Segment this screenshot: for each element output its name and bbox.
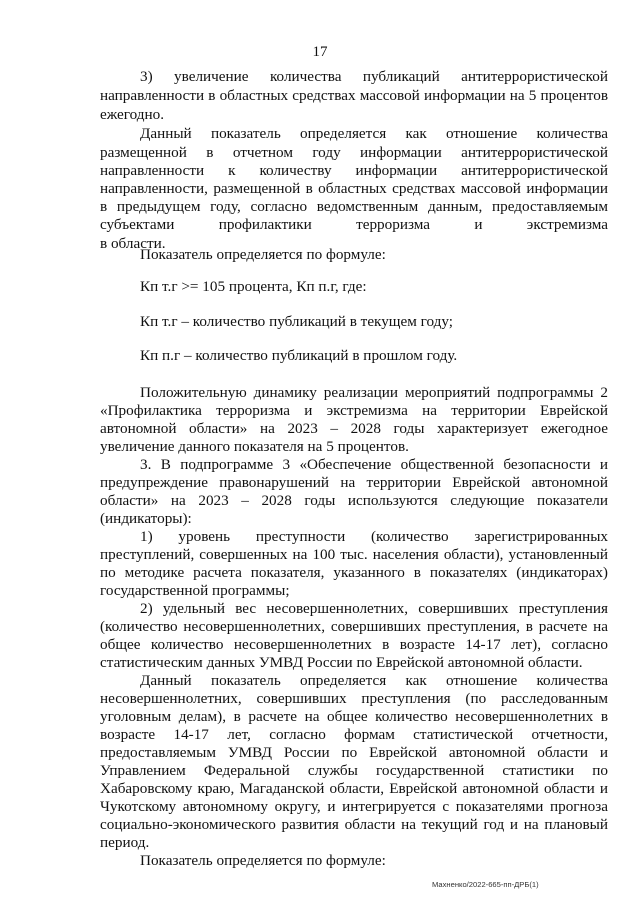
text-line: предоставляемым УМВД России по Еврейской автономной области и [100,744,608,761]
text-line: Данный показатель определяется как отношение количества [140,125,608,142]
text-line: Данный показатель определяется как отношение количества [140,672,608,689]
text-line: направленности к количеству информации антитеррористической [100,162,608,179]
text-line: субъектами профилактики терроризма и экстремизма [100,216,608,233]
text-line: государственной программы; [100,582,290,599]
text-line: ежегодно. [100,106,165,123]
text-line: Управлением Федеральной службы государственной статистики по [100,762,608,779]
text-line: период. [100,834,150,851]
text-line: уголовным делам), в расчете на общее количество несовершеннолетних в [100,708,608,725]
text-line: предупреждение правонарушений на территории Еврейской автономной [100,474,608,491]
text-line: общее количество несовершеннолетних в возрасте 14-17 лет), согласно [100,636,608,653]
text-line: области» на 2023 – 2028 годы используются следующие показатели [100,492,608,509]
text-line: размещенной в отчетном году информации антитеррористической [100,144,608,161]
text-line: преступлений, совершенных на 100 тыс. населения области), установленный [100,546,608,563]
text-line: Показатель определяется по формуле: [140,246,386,263]
document-code: Махненко/2022-665-пп-ДРБ(1) [432,880,539,889]
page-number: 17 [312,44,328,60]
text-line: Положительную динамику реализации мероприятий подпрограммы 2 [140,384,608,401]
text-line: Чукотскому автономному округу, и интегрируется с показателями прогноза [100,798,608,815]
text-line: по методике расчета показателя, указанного в показателях (индикаторах) [100,564,608,581]
text-line: увеличение данного показателя на 5 процентов. [100,438,409,455]
text-line: Хабаровскому краю, Магаданской области, Еврейской автономной области и [100,780,608,797]
text-line: направленности, размещенной в областных средствах массовой информации [100,180,608,197]
text-line: (индикаторы): [100,510,192,527]
text-line: статистическим данных УМВД России по Еврейской автономной области. [100,654,583,671]
text-line: (количество несовершеннолетних, совершивших преступления, в расчете на [100,618,608,635]
text-line: в предыдущем году, согласно ведомственным данным, предоставляемым [100,198,608,215]
text-line: несовершеннолетних, совершивших преступления (по расследованным [100,690,608,707]
text-line: социально-экономического развития области на текущий год и на плановый [100,816,608,833]
text-line: Показатель определяется по формуле: [140,852,386,869]
text-line: Кп т.г >= 105 процента, Кп п.г, где: [140,278,367,295]
text-line: в области. [100,235,166,252]
text-line: Кп т.г – количество публикаций в текущем году; [140,313,454,330]
text-line: 3. В подпрограмме 3 «Обеспечение общественной безопасности и [140,456,608,473]
text-line: 1) уровень преступности (количество зарегистрированных [140,528,608,545]
text-line: «Профилактика терроризма и экстремизма на территории Еврейской [100,402,608,419]
text-line: 2) удельный вес несовершеннолетних, совершивших преступления [140,600,608,617]
text-line: направленности в областных средствах массовой информации на 5 процентов [100,87,608,104]
text-line: автономной области» на 2023 – 2028 годы характеризует ежегодное [100,420,608,437]
text-line: 3) увеличение количества публикаций антитеррористической [140,68,608,85]
text-line: Кп п.г – количество публикаций в прошлом году. [140,347,458,364]
text-line: возрасте 14-17 лет, согласно формам статистической отчетности, [100,726,608,743]
